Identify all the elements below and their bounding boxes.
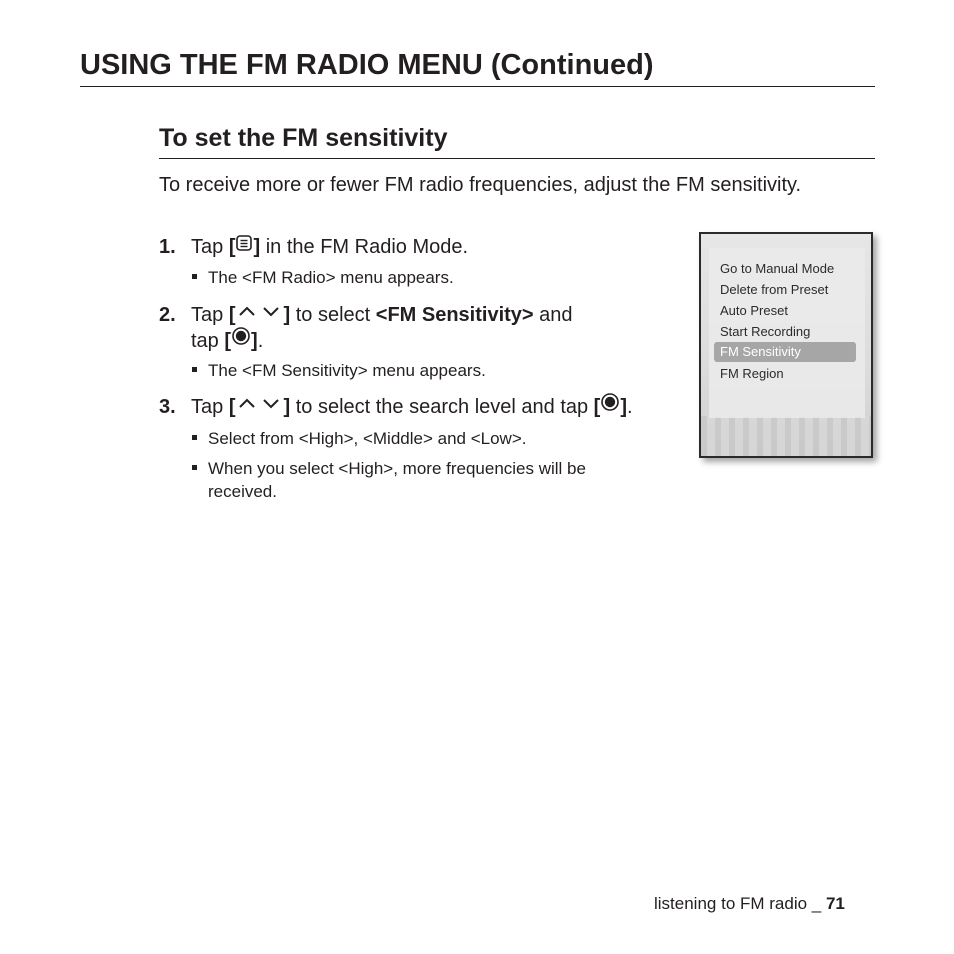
title-rule bbox=[80, 86, 875, 87]
step-number: 2. bbox=[159, 304, 176, 326]
page-number: 71 bbox=[825, 894, 845, 913]
page-title: USING THE FM RADIO MENU (Continued) bbox=[80, 49, 654, 81]
menu-item-start-recording: Start Recording bbox=[720, 324, 811, 339]
step-3-bullet-1: Select from <High>, <Middle> and <Low>. bbox=[192, 427, 526, 450]
step-2: 2. Tap [ ] to select <FM Sensitivity> and bbox=[159, 302, 573, 329]
screen-background-pattern bbox=[701, 416, 871, 456]
step-3: 3. Tap [ ] to select the search level and tap [ ]. bbox=[159, 394, 633, 421]
intro-paragraph: To receive more or fewer FM radio frequencies, adjust the FM sensitivity. bbox=[159, 174, 802, 196]
select-circle-icon bbox=[231, 326, 251, 353]
section-rule bbox=[159, 158, 875, 159]
section-title: To set the FM sensitivity bbox=[159, 124, 448, 152]
up-down-icon bbox=[235, 393, 283, 419]
step-number: 3. bbox=[159, 396, 176, 418]
up-down-icon bbox=[235, 301, 283, 327]
menu-item-auto-preset: Auto Preset bbox=[720, 303, 788, 318]
device-screen bbox=[699, 232, 873, 458]
menu-item-fm-sensitivity: FM Sensitivity bbox=[714, 342, 856, 362]
step-3-bullet-2: When you select <High>, more frequencies will be bbox=[192, 457, 586, 480]
menu-item-delete-preset: Delete from Preset bbox=[720, 282, 829, 297]
step-2-line-2: tap [ ]. bbox=[191, 328, 263, 355]
menu-item-manual-mode: Go to Manual Mode bbox=[720, 261, 835, 276]
step-number: 1. bbox=[159, 236, 176, 258]
step-3-bullet-2-cont: received. bbox=[208, 482, 277, 501]
step-1-bullet: The <FM Radio> menu appears. bbox=[192, 266, 454, 289]
step-2-bullet: The <FM Sensitivity> menu appears. bbox=[192, 359, 486, 382]
step-1: 1. Tap [ ] in the FM Radio Mode. bbox=[159, 234, 468, 261]
select-circle-icon bbox=[600, 392, 620, 419]
menu-item-fm-region: FM Region bbox=[720, 366, 784, 381]
page-footer bbox=[654, 894, 845, 914]
menu-icon bbox=[235, 233, 253, 259]
footer-label: listening to FM radio _ bbox=[654, 894, 826, 913]
